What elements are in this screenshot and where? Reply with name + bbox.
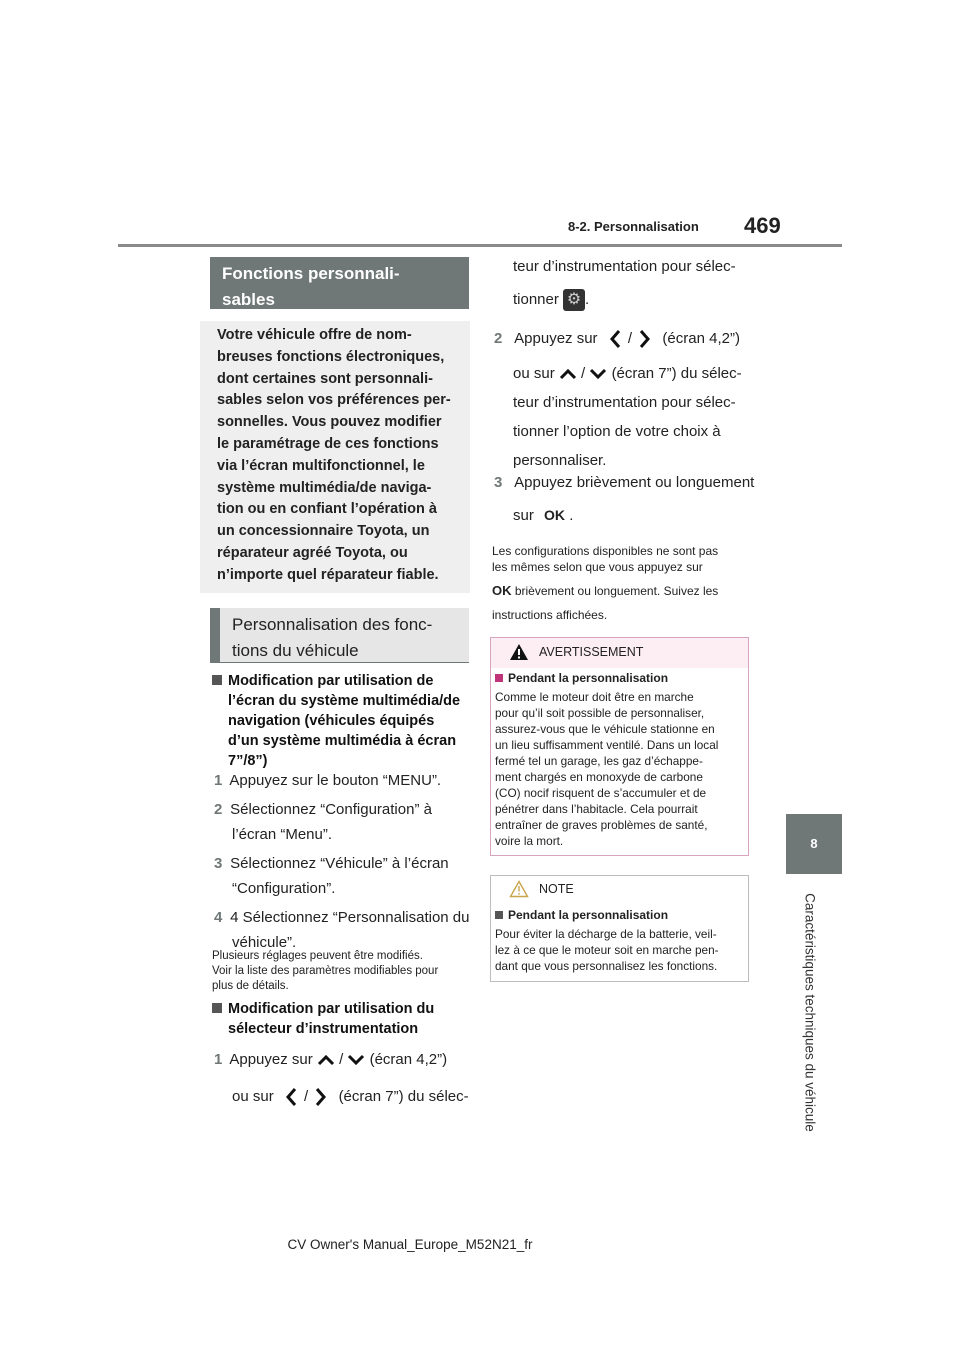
subheading-line: d’un système multimédia à écran	[228, 733, 457, 749]
step-number: 3	[494, 474, 503, 491]
step-number: 4	[214, 909, 223, 926]
note-line: brièvement ou longuement. Suivez les	[514, 584, 719, 598]
step-item	[214, 905, 474, 930]
warning-line: entraîner de graves problèmes de santé,	[495, 818, 708, 832]
page-number: 469	[744, 213, 781, 238]
step-item	[214, 797, 474, 822]
chevron-up-icon	[317, 1053, 335, 1067]
step-text: .	[585, 291, 590, 308]
step-text: (écran 4,2”)	[369, 1051, 448, 1068]
note-line: Voir la liste des paramètres modifiables pour	[212, 965, 439, 977]
intro-line: Votre véhicule offre de nom-	[217, 327, 412, 343]
warning-line: pour qu’il soit possible de personnaliser,	[495, 706, 705, 720]
warning-line: voire la mort.	[495, 834, 564, 848]
intro-line: sables selon vos préférences per-	[217, 392, 451, 409]
subheading-line: Modification par utilisation de	[228, 673, 434, 689]
intro-line: tion ou en confiant l’opération à	[217, 501, 437, 518]
section-title: 8-2. Personnalisation	[568, 219, 699, 234]
step-text: Sélectionnez “Véhicule” à l’écran	[230, 855, 449, 872]
intro-line: dont certaines sont personnali-	[217, 370, 433, 387]
intro-line: via l’écran multifonctionnel, le	[217, 457, 425, 474]
chevron-up-icon	[559, 367, 577, 381]
heading-rule	[210, 662, 469, 663]
note-line: dant que vous personnalisez les fonctions.	[495, 959, 718, 973]
step-text: ou sur	[513, 365, 555, 382]
settings-note	[212, 949, 474, 994]
heading-line: sables	[222, 290, 275, 309]
step-selector-2	[494, 326, 762, 473]
separator: /	[304, 1088, 309, 1105]
step-number: 2	[494, 330, 503, 347]
intro-line: un concessionnaire Toyota, un	[217, 523, 430, 540]
chapter-number: 8	[810, 836, 818, 851]
intro-line: le paramétrage de ces fonctions	[217, 435, 439, 452]
chevron-down-icon	[589, 367, 607, 381]
separator: /	[627, 330, 633, 347]
intro-line: breuses fonctions électroniques,	[217, 348, 445, 365]
settings-gear-icon: ⚙	[563, 289, 585, 311]
heading-line: tions du véhicule	[232, 641, 359, 660]
note-line: Les configurations disponibles ne sont pas	[492, 544, 719, 558]
intro-text	[217, 325, 462, 587]
step-selector-3	[494, 470, 762, 528]
step-text: véhicule”.	[232, 934, 297, 951]
step-number: 2	[214, 801, 223, 818]
warning-line: ment chargés en monoxyde de carbone	[495, 770, 703, 784]
note-line: les mêmes selon que vous appuyez sur	[492, 560, 703, 574]
heading-line: Fonctions personnali-	[222, 264, 400, 283]
step-text: .	[569, 507, 574, 524]
note-line: Plusieurs réglages peuvent être modifiés.	[212, 950, 423, 962]
step-text: 4 Sélectionnez “Personnalisation du	[230, 909, 470, 926]
step-selector-1	[214, 1047, 484, 1109]
subheading-line: Modification par utilisation du	[228, 1001, 435, 1017]
bullet-square-icon	[212, 675, 222, 685]
chevron-left-icon	[608, 329, 624, 349]
bullet-square-icon	[495, 674, 503, 682]
note-subtitle: Pendant la personnalisation	[508, 908, 669, 922]
warning-line: pénétrer dans l’habitacle. Cela pourrait	[495, 802, 698, 816]
step-text: Sélectionnez “Configuration” à	[230, 801, 432, 818]
intro-line: système multimédia/de naviga-	[217, 479, 432, 496]
heading-band-functions	[210, 257, 469, 309]
ok-glyph: OK	[544, 507, 566, 523]
chevron-right-icon	[636, 329, 652, 349]
step-text: sur	[513, 507, 534, 524]
step-text: Appuyez sur	[229, 1051, 313, 1068]
separator: /	[339, 1051, 344, 1068]
warning-header	[491, 638, 748, 668]
intro-line: n’importe quel réparateur fiable.	[217, 566, 439, 583]
subheading-line: l’écran du système multimédia/de	[228, 693, 461, 709]
note-title: NOTE	[539, 882, 574, 896]
note-line: lez à ce que le moteur soit en marche pen-	[495, 943, 719, 957]
intro-line: réparateur agréé Toyota, ou	[217, 544, 408, 561]
subheading-line: 7”/8”)	[228, 753, 268, 769]
step-text: teur d’instrumentation pour sélec-	[513, 258, 736, 275]
note-content	[495, 908, 747, 974]
warning-content	[495, 671, 747, 849]
caution-triangle-icon	[509, 880, 529, 898]
bullet-square-icon	[212, 1003, 222, 1013]
step-text: personnaliser.	[513, 452, 607, 469]
note-header	[491, 876, 748, 902]
step-text: ou sur	[232, 1088, 274, 1105]
note-line: instructions affichées.	[492, 608, 608, 622]
subheading-multimedia	[212, 671, 472, 771]
step-text: tionner	[513, 291, 559, 308]
note-line: Pour éviter la décharge de la batterie, veil-	[495, 927, 717, 941]
warning-line: fermé tel un garage, les gaz d’échappe-	[495, 754, 703, 768]
ok-glyph: OK	[492, 583, 512, 598]
chapter-title: Caractéristiques techniques du véhicule	[802, 893, 818, 1132]
warning-line: un lieu suffisamment ventilé. Dans un local	[495, 738, 719, 752]
ok-note	[492, 543, 754, 623]
bullet-square-icon	[495, 911, 503, 919]
step-text: teur d’instrumentation pour sélec-	[513, 394, 736, 411]
step-number: 1	[214, 1051, 223, 1068]
warning-title: AVERTISSEMENT	[539, 645, 644, 659]
step-item	[214, 768, 474, 793]
subheading-line: sélecteur d’instrumentation	[228, 1021, 419, 1037]
step-item	[214, 851, 474, 876]
step-text: “Configuration”.	[232, 880, 336, 897]
step-text: (écran 7”) du sélec-	[611, 365, 742, 382]
step-text: tionner l’option de votre choix à	[513, 423, 721, 440]
chevron-right-icon	[312, 1087, 328, 1107]
footer-doc-id: CV Owner's Manual_Europe_M52N21_fr	[287, 1237, 533, 1252]
step-text: Appuyez sur le bouton “MENU”.	[229, 772, 442, 789]
step-text: (écran 7”) du sélec-	[338, 1088, 469, 1105]
step-text: (écran 4,2”)	[662, 330, 740, 347]
subheading-selector	[212, 999, 472, 1039]
separator: /	[581, 365, 586, 382]
header-rule	[118, 244, 842, 247]
step-number: 3	[214, 855, 223, 872]
subheading-line: navigation (véhicules équipés	[228, 713, 435, 729]
note-line: plus de détails.	[212, 980, 289, 992]
continued-text	[513, 254, 763, 312]
step-text: Appuyez brièvement ou longuement	[514, 474, 755, 491]
heading-line: Personnalisation des fonc-	[232, 615, 433, 634]
step-number: 1	[214, 772, 223, 789]
step-text: l’écran “Menu”.	[232, 826, 333, 843]
step-list-multimedia	[214, 768, 474, 955]
warning-triangle-icon	[509, 643, 529, 661]
warning-line: Comme le moteur doit être en marche	[495, 690, 694, 704]
warning-subtitle: Pendant la personnalisation	[508, 671, 669, 685]
intro-line: sonnelles. Vous pouvez modifier	[217, 414, 442, 431]
chevron-left-icon	[284, 1087, 300, 1107]
warning-line: (CO) nocif risquent de s’accumuler et de	[495, 786, 707, 800]
step-text: Appuyez sur	[514, 330, 598, 347]
heading-band-personalisation	[210, 608, 469, 662]
warning-line: assurez-vous que le véhicule stationne en	[495, 722, 715, 736]
chevron-down-icon	[347, 1053, 365, 1067]
